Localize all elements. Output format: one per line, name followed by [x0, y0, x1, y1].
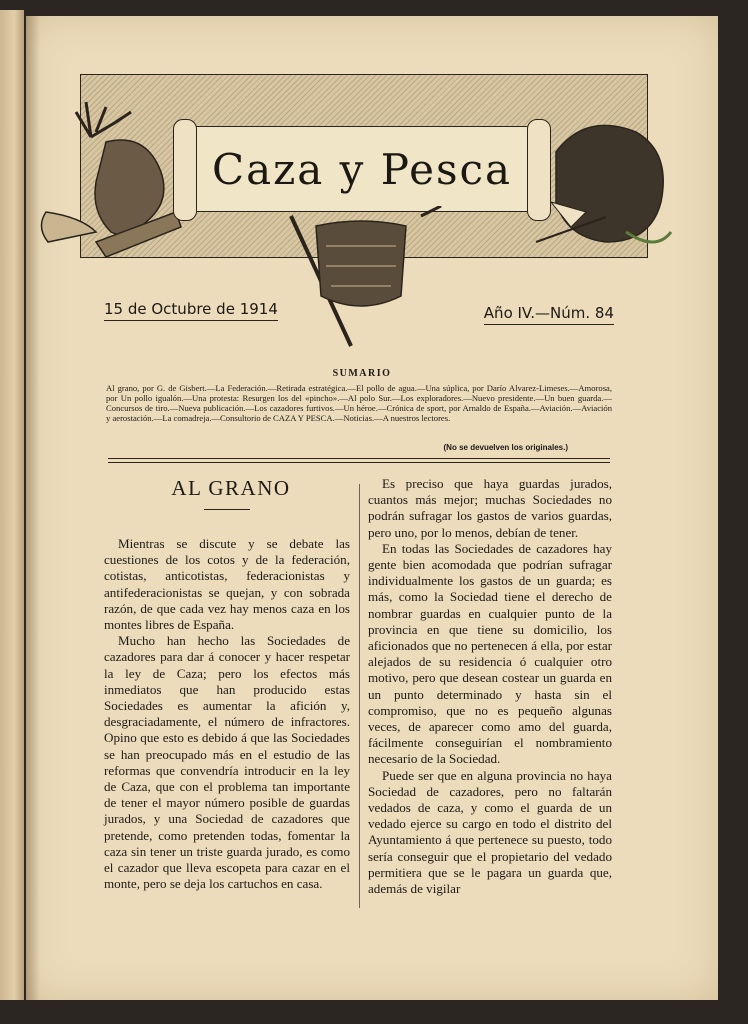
summary-text: Al grano, por G. de Gisbert.—La Federación.—Retirada estratégica.—El pollo de agua.—Una súplica, por Darío Alvarez-Limeses.—Amorosa, por Un pollo igualón.—Una protesta: Resurgen los del «pincho».—Al polo Sur.—Los exploradores.—Nuevo presidente.—Un buen guarda.—Concursos de tiro.—Nueva publicación.—Los cazadores furtivos.—Un héroe.—Crónica de sport, por Arnaldo de España.—Aviación.—Aviación y aerostación.—La comadreja.—Consultorio de CAZA Y PESCA.—Noticias.—A nuestros lectores.: [106, 383, 612, 423]
paragraph: Es preciso que haya guardas jurados, cuantos más mejor; muchas Sociedades no podrán sufragar los gastos de varios guardas, pero uno, por lo menos, debían de tener.: [368, 476, 612, 540]
column-divider: [359, 484, 360, 908]
article-column-right: [368, 476, 612, 897]
title-scroll: [186, 126, 538, 212]
facing-page-edge: [0, 10, 24, 1000]
scroll-curl-left: [173, 119, 197, 221]
title-underline: [204, 509, 250, 510]
summary-heading: SUMARIO: [332, 368, 392, 379]
summary-note: (No se devuelven los originales.): [443, 443, 568, 452]
deer-head-icon: [36, 92, 186, 262]
article-title: AL GRANO: [171, 476, 291, 500]
article-column-left: [104, 536, 350, 892]
paragraph: Puede ser que en alguna provincia no haya Sociedad de cazadores, pero no faltarán vedados de caza, y como el guarda de un vedado ejerce su cargo en todo el distrito del Ayuntamiento á que pertenece su puesto, todo sería conseguir que el propietario del vedado permitiera que se le pagara un guarda que, además de vigilar: [368, 767, 612, 897]
paragraph: Mucho han hecho las Sociedades de cazadores para dar á conocer y hacer respetar la ley de Caza; pero los efectos más inmediatos que han producido estas Sociedades es aumentar la afición y, desgraciadamente, el número de infractores. Opino que esto es debido á que las Sociedades se han preocupado más en el estudio de las reformas que convendría introducir en la ley de Caza, que con el problema tan importante de tener el mayor número posible de guardas jurados, y una Sociedad de cazadores que pretende, como pretenden todas, fomentar la caza sin tener un triste guarda jurado, es como el cazador que lleva escopeta para cazar en el monte, pero se deja los cartuchos en casa.: [104, 633, 350, 892]
paragraph: Mientras se discute y se debate las cuestiones de los cotos y de la federación, cotistas, anticotistas, federacionistas y antifederacionistas se quejan, y con sobrada razón, de que cada vez hay menos caza en los montes libres de España.: [104, 536, 350, 633]
scroll-curl-right: [527, 119, 551, 221]
issue-date: 15 de Octubre de 1914: [104, 300, 278, 321]
paragraph: En todas las Sociedades de cazadores hay gente bien acomodada que podrían sufragar individualmente los gastos de un guarda; es más, como la Sociedad tiene el derecho de nombrar guardas en cualquier punto de la provincia en que tiene su domicilio, los aficionados que no pertenecen á ella, por estar alejados de su residencia ó cualquier otro motivo, pero que desean costear un guarda en un punto determinado y hasta sin el compromiso, que no es pequeño algunas veces, de aparecer como amo del guarda, fácilmente conseguirían el nombramiento necesario de la Sociedad.: [368, 540, 612, 767]
issue-number: Año IV.—Núm. 84: [484, 304, 614, 325]
masthead-title: Caza y Pesca: [211, 144, 513, 194]
section-divider: [108, 458, 610, 463]
hunting-gear-icon: [271, 206, 451, 356]
magazine-page: [26, 16, 718, 1000]
masthead-banner: [36, 66, 676, 376]
